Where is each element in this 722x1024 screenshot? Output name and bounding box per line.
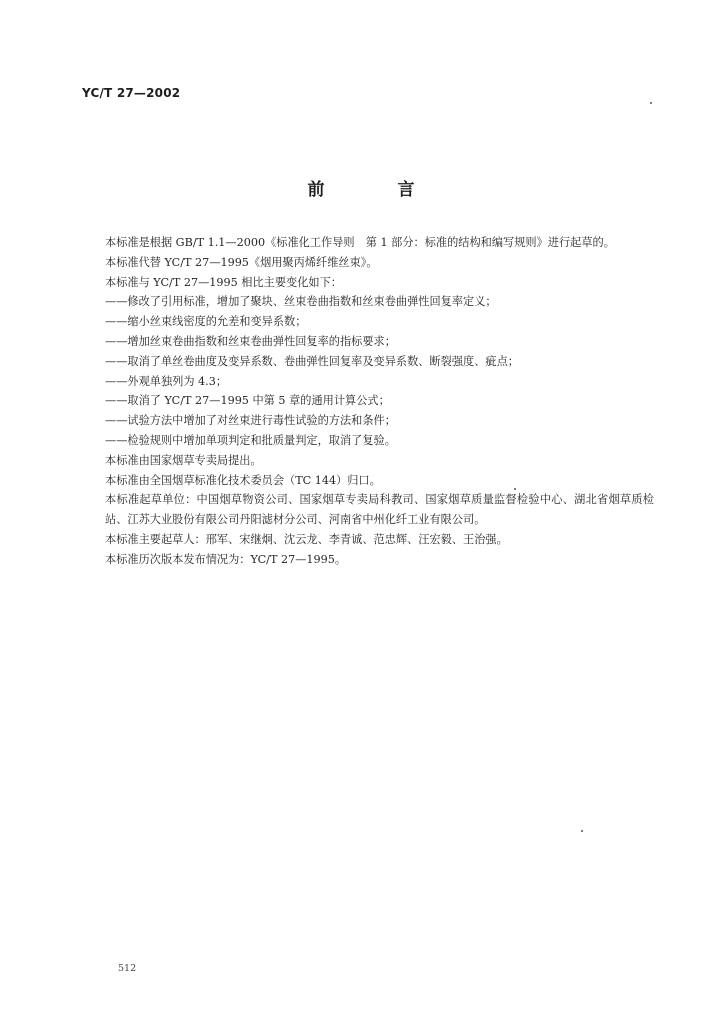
change-item: ——修改了引用标准，增加了聚块、丝束卷曲指数和丝束卷曲弹性回复率定义； <box>105 295 497 309</box>
paragraph-administrator: 本标准由全国烟草标准化技术委员会（TC 144）归口。 <box>105 473 381 487</box>
scan-speck <box>581 830 583 832</box>
paragraph-basis: 本标准是根据 GB/T 1.1—2000《标准化工作导则 第 1 部分：标准的结构和编写规则》进行起草的。 <box>105 236 615 249</box>
change-item: ——取消了 YC/T 27—1995 中第 5 章的通用计算公式； <box>105 394 390 408</box>
scan-speck <box>650 102 652 104</box>
paragraph-version-history: 本标准历次版本发布情况为：YC/T 27—1995。 <box>105 552 347 566</box>
change-item: ——检验规则中增加单项判定和批质量判定，取消了复验。 <box>105 433 396 447</box>
change-item: ——试验方法中增加了对丝束进行毒性试验的方法和条件； <box>105 414 396 428</box>
change-item: ——增加丝束卷曲指数和丝束卷曲弹性回复率的指标要求； <box>105 334 396 348</box>
change-item: ——取消了单丝卷曲度及变异系数、卷曲弹性回复率及变异系数、断裂强度、疵点； <box>105 354 519 368</box>
paragraph-replaces: 本标准代替 YC/T 27—1995《烟用聚丙烯纤维丝束》。 <box>105 255 378 269</box>
change-item: ——外观单独列为 4.3； <box>105 374 228 388</box>
page-number: 512 <box>118 963 137 974</box>
page-title: 前 言 <box>307 180 443 200</box>
paragraph-drafters: 本标准主要起草人：邢军、宋继炯、沈云龙、李青诚、范忠辉、汪宏毅、王治强。 <box>105 532 508 546</box>
change-item: ——缩小丝束线密度的允差和变异系数； <box>105 315 307 329</box>
scan-speck <box>514 488 516 490</box>
paragraph-changes-intro: 本标准与 YC/T 27—1995 相比主要变化如下： <box>105 275 342 289</box>
foreword-body <box>82 233 654 570</box>
paragraph-drafting-units: 本标准起草单位：中国烟草物资公司、国家烟草专卖局科教司、国家烟草质量监督检验中心、湖北省烟草质检站、江苏大业股份有限公司丹阳滤材分公司、河南省中州化纤工业有限公司。 <box>105 493 654 527</box>
paragraph-proposer: 本标准由国家烟草专卖局提出。 <box>105 453 262 467</box>
standard-code: YC/T 27—2002 <box>82 86 181 100</box>
